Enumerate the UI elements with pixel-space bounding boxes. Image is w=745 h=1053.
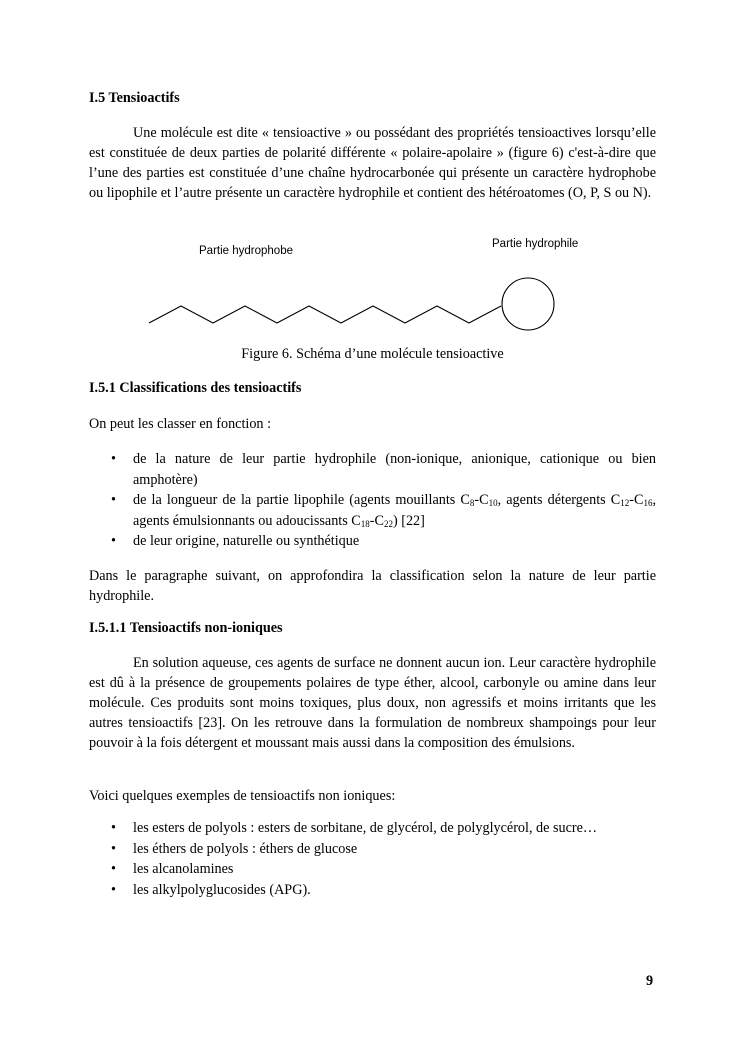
intro-paragraph: Une molécule est dite « tensioactive » ou possédant des propriétés tensioactives lorsqu’elle est constituée de deux parties de polarité différente « polaire-apolaire » (figure 6) c'est-à-dire que l’une des parties est constituée d’une chaîne hydrocarbonée qui présente un caractère hydrophobe ou lipophile et l’autre présente un caractère hydrophile et contient des hétéroatomes (O, P, S ou N). xyxy=(89,125,656,201)
molecule-diagram xyxy=(89,232,656,344)
bullet: • xyxy=(111,492,116,508)
nonionic-paragraph: En solution aqueuse, ces agents de surface ne donnent aucun ion. Leur caractère hydrophile est dû à la présence de groupements polaires de type éther, alcool, carbonyle ou amine dans leur molécule. Ces produits sont moins toxiques, plus doux, non agressifs et moins irritants que les autres tensioactifs [23]. On les retrouve dans la formulation de nombreux shampoings pour leur pouvoir à la fois détergent et moussant mais aussi dans la composition des émulsions. xyxy=(89,655,656,751)
subsection-heading: I.5.1 Classifications des tensioactifs xyxy=(89,380,302,396)
bullet: • xyxy=(111,451,116,467)
classification-lead: On peut les classer en fonction : xyxy=(89,416,272,432)
item-text: les éthers de polyols : éthers de glucose xyxy=(133,840,358,857)
list-item xyxy=(89,490,656,531)
label-hydrophile: Partie hydrophile xyxy=(492,238,579,250)
bullet: • xyxy=(111,861,116,877)
examples-list xyxy=(89,818,656,900)
item-text: de la longueur de la partie lipophile (agents mouillants $C_8-C_{10}$, agents détergents $C_{12}-C_{16}$, agents émulsionnants ou adoucissants $C_{18}-C_{22}$) [22] xyxy=(133,492,656,529)
section-heading: I.5 Tensioactifs xyxy=(89,90,180,106)
figure-caption: Figure 6. Schéma d’une molécule tensioactive xyxy=(241,346,504,362)
subsubsection-heading: I.5.1.1 Tensioactifs non-ioniques xyxy=(89,620,283,636)
label-hydrophobe: Partie hydrophobe xyxy=(199,245,293,257)
figure-6 xyxy=(89,232,656,344)
bullet: • xyxy=(111,533,116,549)
bullet: • xyxy=(111,840,116,857)
list-item xyxy=(89,839,656,860)
item-text: les esters de polyols : esters de sorbitane, de glycérol, de polyglycérol, de sucre… xyxy=(133,820,598,836)
classification-list xyxy=(89,449,656,552)
item-text: de la nature de leur partie hydrophile (non-ionique, anionique, cationique ou bien amphotère) xyxy=(133,451,656,488)
followup-paragraph: Dans le paragraphe suivant, on approfondira la classification selon la nature de leur partie hydrophile. xyxy=(89,568,656,604)
hydrocarbon-chain xyxy=(149,306,501,323)
bullet: • xyxy=(111,881,116,898)
page-number: 9 xyxy=(646,973,654,989)
list-item xyxy=(89,531,656,552)
polar-head xyxy=(502,278,554,330)
examples-lead: Voici quelques exemples de tensioactifs non ioniques: xyxy=(89,788,396,804)
list-item xyxy=(89,818,656,839)
bullet: • xyxy=(111,820,116,836)
list-item xyxy=(89,880,656,901)
item-text: de leur origine, naturelle ou synthétique xyxy=(133,533,360,549)
item-text: les alkylpolyglucosides (APG). xyxy=(133,881,311,898)
item-text: les alcanolamines xyxy=(133,861,234,877)
list-item xyxy=(89,449,656,490)
list-item xyxy=(89,859,656,880)
